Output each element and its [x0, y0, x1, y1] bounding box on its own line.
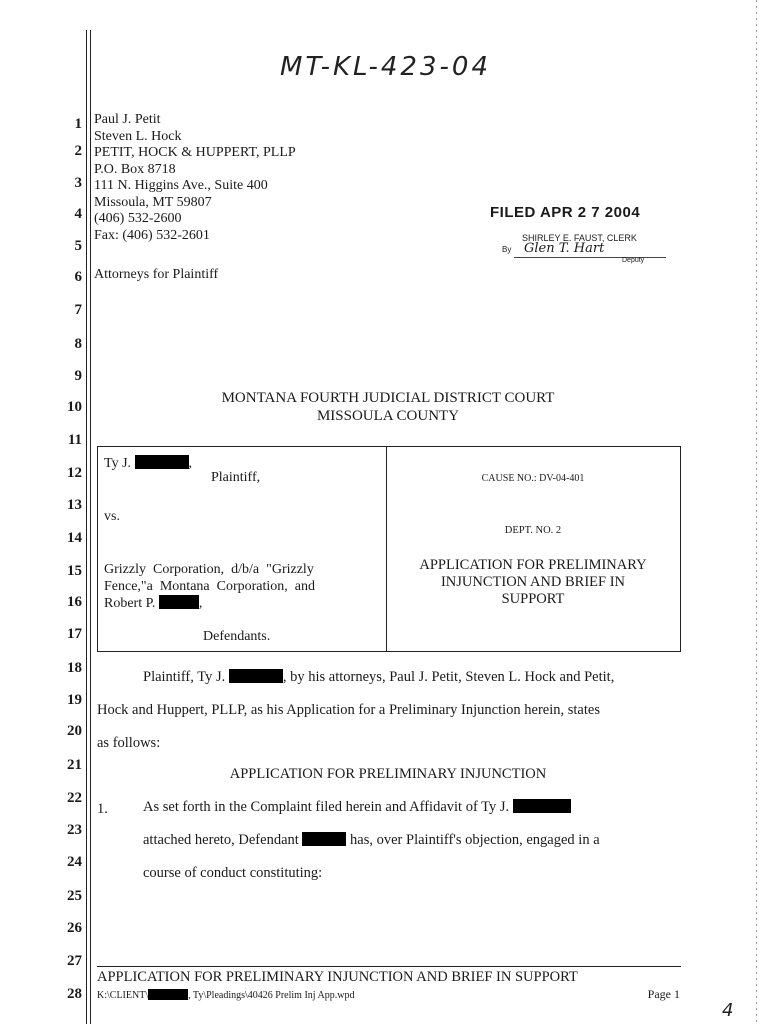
defendants-label: Defendants.: [203, 629, 271, 644]
line-number: 10: [67, 399, 82, 415]
line-number: 27: [67, 953, 82, 969]
document-title-line-2: INJUNCTION AND BRIEF IN: [440, 574, 626, 590]
text-run: Plaintiff, Ty J.: [143, 669, 226, 685]
line-number: 13: [67, 497, 82, 513]
footer-file-path: [97, 989, 354, 1001]
item-1-line-1: [143, 799, 571, 816]
text-run: attached hereto, Defendant: [143, 832, 299, 848]
attorney-block-line: Steven L. Hock: [94, 128, 182, 144]
line-number: 19: [67, 692, 82, 708]
text-run: , Ty\Pleadings\40426 Prelim Inj App.wpd: [188, 990, 355, 1001]
attorneys-for-plaintiff: Attorneys for Plaintiff: [94, 267, 219, 282]
line-number: 22: [67, 790, 82, 806]
line-number: 3: [74, 175, 82, 191]
line-number: 25: [67, 888, 82, 904]
defendant-name: Robert P.: [104, 596, 156, 611]
line-number: 17: [67, 626, 82, 642]
right-edge-perforation: [756, 0, 757, 1024]
line-number: 18: [67, 660, 82, 676]
page-number: Page 1: [647, 987, 680, 1001]
redaction-bar: [159, 595, 199, 609]
footer-title: APPLICATION FOR PRELIMINARY INJUNCTION AND BRIEF IN SUPPORT: [97, 969, 578, 985]
document-title-line-1: APPLICATION FOR PRELIMINARY: [419, 557, 647, 573]
line-number: 20: [67, 723, 82, 739]
handwritten-docket-number: MT-KL-423-04: [280, 52, 491, 82]
line-number: 11: [67, 432, 82, 448]
line-number: 14: [67, 530, 82, 546]
attorney-block-line: P.O. Box 8718: [94, 161, 176, 177]
plaintiff-name-line: Ty J. ,: [104, 456, 193, 471]
line-number: 6: [74, 269, 82, 285]
item-1-line-2: [143, 832, 600, 849]
line-number: 26: [67, 920, 82, 936]
attorney-block-line: Missoula, MT 59807: [94, 194, 212, 210]
document-title: [387, 557, 679, 608]
attorney-block-line: Paul J. Petit: [94, 112, 161, 127]
line-number: 8: [74, 336, 82, 352]
defendant-block: [104, 561, 380, 612]
attorney-block-line: PETIT, HOCK & HUPPERT, PLLP: [94, 145, 296, 160]
stamp-deputy-label: Deputy: [622, 257, 645, 264]
cause-number: CAUSE NO.: DV-04-401: [481, 473, 585, 484]
text-run: has, over Plaintiff's objection, engaged in a: [350, 832, 600, 848]
paragraph-1-line-3: as follows:: [97, 735, 161, 751]
item-1-line-3: course of conduct constituting:: [143, 865, 323, 881]
item-number: 1.: [97, 801, 108, 817]
line-number: 7: [74, 302, 82, 318]
line-number: 2: [74, 143, 82, 159]
redaction-bar: [229, 669, 283, 683]
document-title-line-3: SUPPORT: [501, 591, 565, 607]
handwritten-page-mark: 4: [722, 1000, 737, 1021]
plaintiff-name: Ty J.: [104, 456, 132, 471]
line-number: 1: [74, 116, 82, 132]
paragraph-1-line-2: Hock and Huppert, PLLP, as his Application for a Preliminary Injunction herein, states: [97, 702, 600, 718]
clerk-signature: Glen T. Hart: [524, 241, 605, 256]
line-number: 28: [67, 986, 82, 1002]
versus-label: vs.: [104, 509, 120, 524]
line-number: 4: [74, 206, 82, 222]
court-heading: [97, 389, 679, 425]
county-name: MISSOULA COUNTY: [316, 408, 460, 424]
defendant-line-1: Grizzly Corporation, d/b/a "Grizzly: [104, 562, 314, 577]
filed-date-stamp: FILED APR 2 7 2004: [490, 204, 641, 221]
left-margin-rule: [86, 30, 87, 1024]
stamp-by-label: By: [502, 245, 512, 254]
line-number: 21: [67, 757, 82, 773]
text-run: K:\CLIENT\: [97, 990, 149, 1001]
attorney-block-line: (406) 532-2600: [94, 211, 182, 226]
redaction-bar: [135, 455, 189, 469]
line-number: 5: [74, 238, 82, 254]
line-number: 23: [67, 822, 82, 838]
line-number: 9: [74, 368, 82, 384]
footer-rule: [97, 966, 681, 967]
paragraph-1-line-1: [143, 669, 614, 686]
department-number: DEPT. NO. 2: [504, 525, 562, 536]
text-run: As set forth in the Complaint filed herein and Affidavit of Ty J.: [143, 799, 510, 815]
section-heading: APPLICATION FOR PRELIMINARY INJUNCTION: [229, 766, 547, 782]
line-number: 16: [67, 594, 82, 610]
line-number: 12: [67, 465, 82, 481]
attorney-block-line: Fax: (406) 532-2601: [94, 227, 210, 243]
redaction-bar: [513, 799, 571, 813]
redaction-bar: [302, 832, 346, 846]
line-number: 24: [67, 854, 82, 870]
attorney-block-line: 111 N. Higgins Ave., Suite 400: [94, 178, 268, 193]
defendant-line-3: Robert P. ,: [104, 596, 203, 611]
line-number: 15: [67, 563, 82, 579]
filed-stamp: [490, 204, 670, 264]
left-margin-rule-inner: [90, 30, 91, 1024]
text-run: , by his attorneys, Paul J. Petit, Steven L. Hock and Petit,: [282, 669, 615, 685]
redaction-bar: [148, 989, 188, 1000]
plaintiff-label: Plaintiff,: [211, 470, 261, 485]
defendant-line-2: Fence,"a Montana Corporation, and: [104, 579, 315, 594]
clerk-name: SHIRLEY E. FAUST, CLERK: [522, 233, 637, 243]
court-name: MONTANA FOURTH JUDICIAL DISTRICT COURT: [221, 390, 555, 406]
